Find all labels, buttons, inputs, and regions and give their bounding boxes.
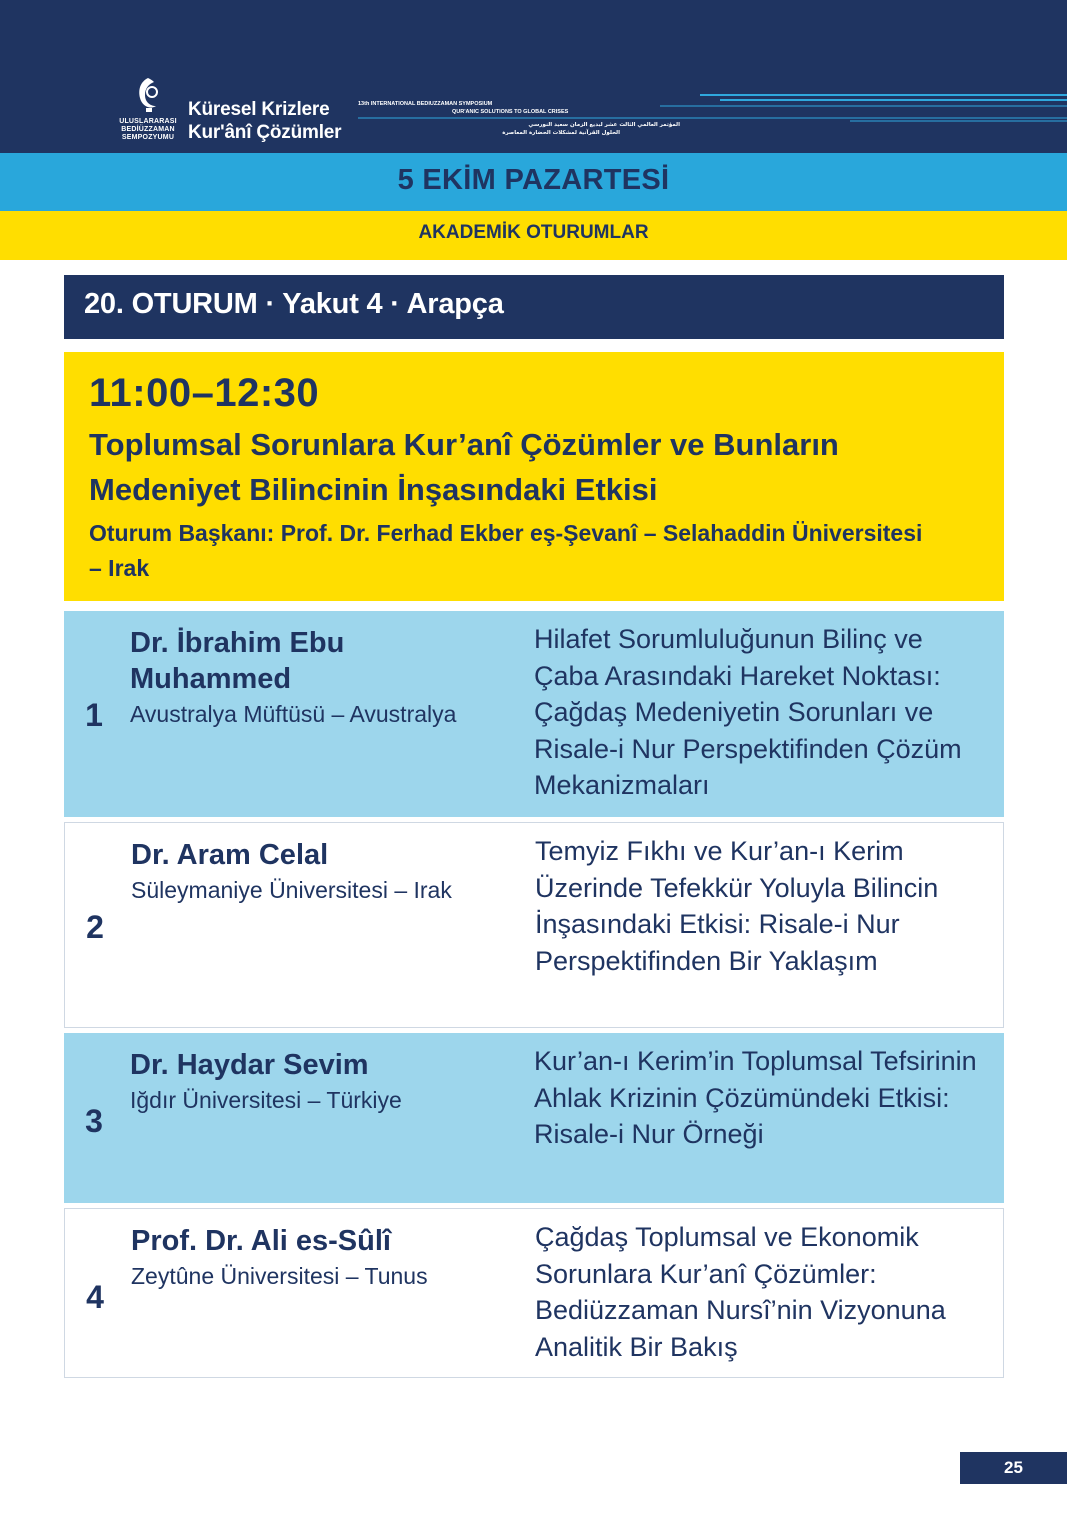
session-time: 11:00–12:30 [89,371,320,415]
speaker-block [130,625,490,731]
presentation-row [64,822,1004,1028]
paper-title: Hilafet Sorumluluğunun Bilinç ve Çaba Arasındaki Hareket Noktası: Çağdaş Medeniyetin Sorunları ve Risale-i Nur Perspektifinden Çözüm Mekanizmaları [534,624,962,800]
page-number: 25 [960,1452,1067,1484]
speaker-affiliation: Avustralya Müftüsü – Avustralya [130,701,457,727]
day-bar [0,153,1067,211]
paper-title: Kur’an-ı Kerim’in Toplumsal Tefsirinin Ahlak Krizinin Çözümündeki Etkisi: Risale-i Nur Örneği [534,1046,977,1149]
logo-line-symposium: SEMPOZYUMU [121,134,175,141]
session-chair: Oturum Başkanı: Prof. Dr. Ferhad Ekber eş-Şevanî – Selahaddin Üniversitesi – Irak [89,520,923,581]
presentation-number: 3 [85,1103,103,1139]
symposium-english-line2: QUR'ANIC SOLUTIONS TO GLOBAL CRISES [452,109,569,115]
paper-title: Temyiz Fıkhı ve Kur’an-ı Kerim Üzerinde Tefekkür Yoluyla Bilincin İnşasındaki Etkisi: Risale-i Nur Perspektifinden Bir Yaklaşım [535,836,939,976]
day-title: 5 EKİM PAZARTESİ [397,164,670,196]
speaker-affiliation: Iğdır Üniversitesi – Türkiye [130,1087,402,1113]
logo-title-line2: Kur'ânî Çözümler [188,122,342,143]
presentation-row [64,1033,1004,1203]
logo-line-international: ULUSLARARASI [119,118,177,125]
presentation-row [64,1208,1004,1378]
presentation-row [64,611,1004,817]
session-title-bar [64,275,1004,339]
symposium-arabic-line2: الحلول القرآنية لمشكلات الحضارة المعاصرة [502,130,620,136]
presentation-number: 4 [86,1279,104,1315]
academic-sessions-bar [0,211,1067,260]
session-title: 20. OTURUM · Yakut 4 · Arapça [84,288,504,320]
session-info-block [64,352,1004,601]
header-banner [0,0,1067,153]
speaker-affiliation: Süleymaniye Üniversitesi – Irak [131,877,452,903]
speaker-block [131,1223,511,1293]
speaker-block [130,1047,510,1117]
academic-sessions-title: AKADEMİK OTURUMLAR [418,222,649,243]
speaker-affiliation: Zeytûne Üniversitesi – Tunus [131,1263,428,1289]
presentation-number: 2 [86,909,104,945]
speaker-name: Dr. Haydar Sevim [130,1049,369,1081]
speaker-name: Dr. Aram Celal [131,839,329,871]
symposium-logo-icon [132,76,164,114]
logo-line-bediuzzaman: BEDİÜZZAMAN [121,126,175,133]
speaker-block [131,837,511,907]
speaker-name: Prof. Dr. Ali es-Sûlî [131,1225,391,1257]
paper-title: Çağdaş Toplumsal ve Ekonomik Sorunlara Kur’anî Çözümler: Bediüzzaman Nursî’nin Vizyonuna Analitik Bir Bakış [535,1222,946,1362]
session-topic: Toplumsal Sorunlara Kur’anî Çözümler ve Bunların Medeniyet Bilincinin İnşasındaki Etkisi [89,427,839,507]
logo-title-line1: Küresel Krizlere [188,99,330,120]
symposium-arabic-line1: المؤتمر العالمي الثالث عشر لبديع الزمان سعيد النورسي [528,122,680,128]
symposium-english-line1: 13th INTERNATIONAL BEDIUZZAMAN SYMPOSIUM [358,101,493,107]
speaker-name: Dr. İbrahim Ebu Muhammed [130,627,345,695]
presentation-number: 1 [85,697,103,733]
